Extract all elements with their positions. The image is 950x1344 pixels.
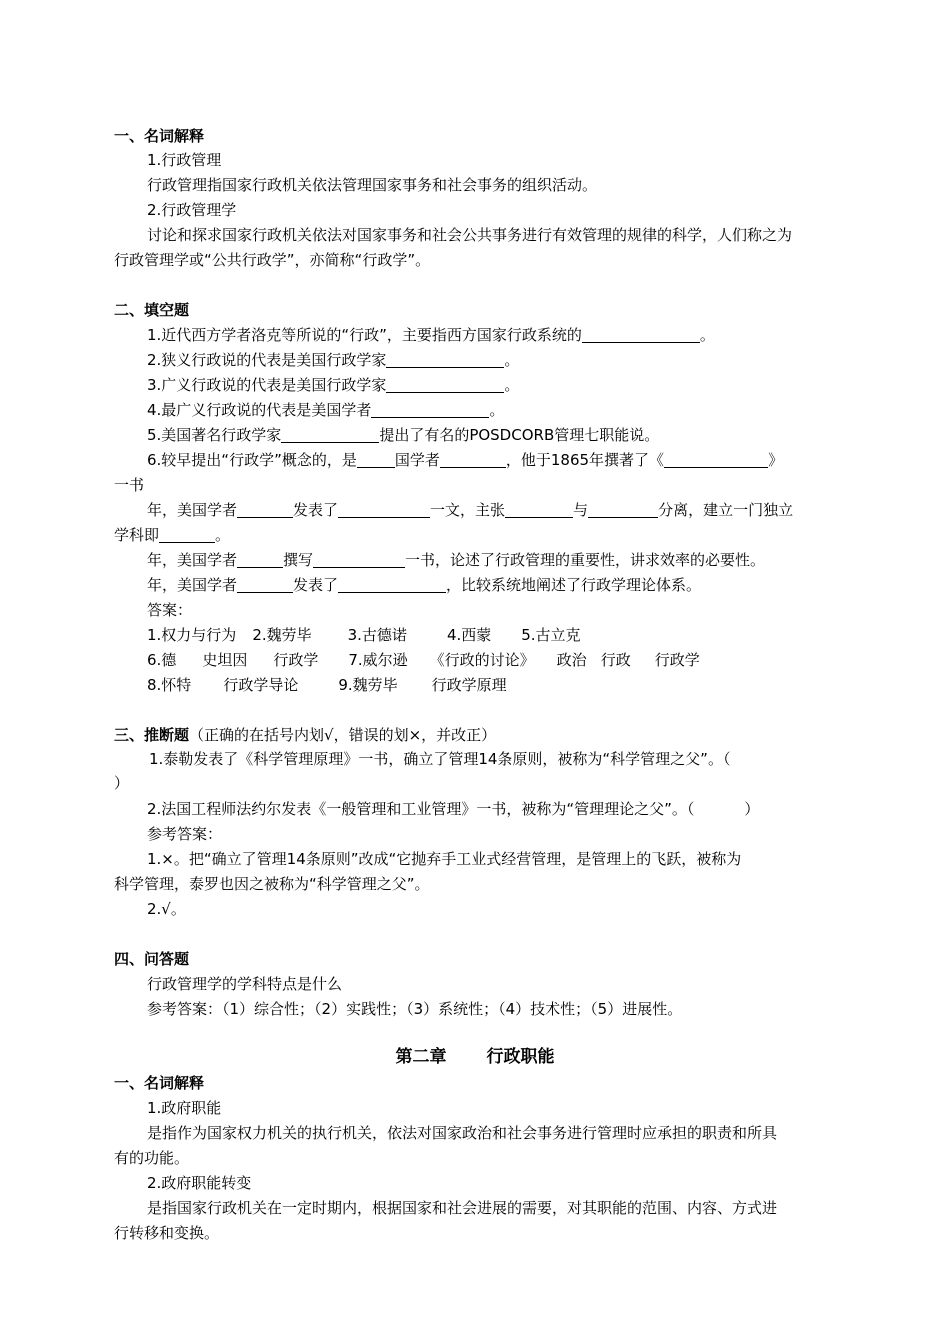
- term-definition-cont: 行政管理学或“公共行政学”，亦简称“行政学”。: [114, 251, 431, 269]
- term-item: 2.行政管理学: [147, 201, 237, 219]
- question-text: 2.狭义行政说的代表是美国行政学家: [147, 351, 387, 369]
- reference-answer-2: 2.√。: [147, 900, 186, 918]
- question-text: 。: [504, 351, 520, 369]
- question-text: 学科即: [114, 526, 160, 544]
- term-definition: 是指作为国家权力机关的执行机关，依法对国家政治和社会事务进行管理时应承担的职责和所具: [147, 1124, 778, 1142]
- blank-line: [440, 451, 506, 468]
- question-text: 。: [699, 326, 715, 344]
- blank-line: [664, 451, 768, 468]
- section-heading-note: （正确的在括号内划√，错误的划×，并改正）: [189, 726, 497, 744]
- reference-answer-1-cont: 科学管理，泰罗也因之被称为“科学管理之父”。: [114, 875, 430, 893]
- answer-item: 政治: [556, 651, 587, 669]
- judgement-question-1: 1.泰勒发表了《科学管理原理》一书，确立了管理14条原则，被称为“科学管理之父”。（: [149, 750, 731, 768]
- term-definition-cont: 行转移和变换。: [114, 1224, 220, 1242]
- answer-item: 8.怀特: [147, 676, 192, 694]
- question-text: 。: [215, 526, 231, 544]
- question-text: 6.较早提出“行政学”概念的，是: [147, 451, 357, 469]
- question-text: 与: [573, 501, 589, 519]
- qa-answer: 参考答案：（1）综合性；（2）实践性；（3）系统性；（4）技术性；（5）进展性。: [147, 1000, 683, 1018]
- term-item: 1.政府职能: [147, 1099, 222, 1117]
- answer-item: 1.权力与行为: [147, 626, 237, 644]
- answer-item: 3.古德诺: [347, 626, 407, 644]
- question-text: 国学者: [394, 451, 440, 469]
- blank-line: [338, 576, 446, 593]
- question-text: 2.法国工程师法约尔发表《一般管理和工业管理》一书，被称为“管理理论之父”。（: [147, 800, 695, 818]
- fill-question-7-cont: [114, 523, 858, 547]
- answer-item: 行政学: [273, 651, 319, 669]
- section-heading-text: 三、推断题: [114, 726, 190, 744]
- answer-line-2: [147, 648, 858, 672]
- blank-line: [338, 501, 430, 518]
- blank-line: [237, 501, 293, 518]
- answer-item: 5.古立克: [521, 626, 581, 644]
- answer-item: 4.西蒙: [446, 626, 492, 644]
- question-text: 分离，建立一门独立: [658, 501, 794, 519]
- answer-item: 史坦因: [202, 651, 248, 669]
- section-heading-terms: 一、名词解释: [114, 127, 205, 145]
- question-text: 1.近代西方学者洛克等所说的“行政”，主要指西方国家行政系统的: [147, 326, 582, 344]
- question-text: ，比较系统地阐述了行政学理论体系。: [446, 576, 702, 594]
- blank-line: [505, 501, 573, 518]
- blank-line: [371, 401, 489, 418]
- fill-question-5: [147, 423, 858, 447]
- answer-line-3: [147, 673, 858, 697]
- question-text: 发表了: [293, 501, 339, 519]
- chapter-title: [0, 1044, 950, 1070]
- answer-line-1: [147, 623, 858, 647]
- term-definition: 行政管理指国家行政机关依法管理国家事务和社会事务的组织活动。: [147, 176, 598, 194]
- question-text: ）: [744, 800, 760, 818]
- fill-question-6-cont: 一书: [114, 476, 145, 494]
- question-text: 4.最广义行政说的代表是美国学者: [147, 401, 372, 419]
- chapter-name: 行政职能: [486, 1047, 555, 1067]
- question-text: ，他于1865年撰著了《: [505, 451, 665, 469]
- section-heading-judgement: [114, 723, 858, 747]
- answer-item: 2.魏劳毕: [252, 626, 312, 644]
- fill-question-3: [147, 373, 858, 397]
- answer-item: 7.威尔逊: [348, 651, 408, 669]
- reference-answer-label: 参考答案：: [147, 825, 223, 843]
- question-text: 一书，论述了行政管理的重要性，讲求效率的必要性。: [405, 551, 766, 569]
- question-text: 撰写: [283, 551, 314, 569]
- section-heading-qa: 四、问答题: [114, 950, 190, 968]
- blank-line: [313, 551, 405, 568]
- question-text: 一文，主张: [430, 501, 506, 519]
- answer-item: 行政学: [654, 651, 700, 669]
- judgement-question-1-cont: ）: [114, 774, 130, 792]
- answer-item: 《行政的讨论》: [429, 651, 535, 669]
- question-text: 年，美国学者: [147, 551, 238, 569]
- term-definition: 是指国家行政机关在一定时期内，根据国家和社会进展的需要，对其职能的范围、内容、方式进: [147, 1199, 778, 1217]
- qa-question: 行政管理学的学科特点是什么: [147, 975, 343, 993]
- fill-question-2: [147, 348, 858, 372]
- blank-line: [588, 501, 658, 518]
- blank-line: [159, 526, 215, 543]
- term-definition-cont: 有的功能。: [114, 1149, 190, 1167]
- question-text: 5.美国著名行政学家: [147, 426, 282, 444]
- question-text: 年，美国学者: [147, 501, 238, 519]
- answer-item: 行政: [600, 651, 631, 669]
- blank-line: [582, 326, 700, 343]
- blank-line: [237, 551, 283, 568]
- blank-line: [237, 576, 293, 593]
- reference-answer-1: 1.×。把“确立了管理14条原则”改成“它抛弃手工业式经营管理，是管理上的飞跃，被称为: [147, 850, 742, 868]
- fill-question-4: [147, 398, 858, 422]
- question-text: 3.广义行政说的代表是美国行政学家: [147, 376, 387, 394]
- answer-label: 答案：: [147, 601, 193, 619]
- answer-item: 9.魏劳毕: [338, 676, 398, 694]
- term-item: 2.政府职能转变: [147, 1174, 252, 1192]
- blank-line: [386, 376, 504, 393]
- blank-line: [357, 451, 395, 468]
- blank-line: [386, 351, 504, 368]
- blank-line: [281, 426, 379, 443]
- fill-question-1: [147, 323, 858, 347]
- term-item: 1.行政管理: [147, 151, 222, 169]
- chapter-number: 第二章: [395, 1047, 447, 1067]
- question-text: 。: [504, 376, 520, 394]
- question-text: 发表了: [293, 576, 339, 594]
- question-text: 》: [768, 451, 784, 469]
- question-text: 提出了有名的POSDCORB管理七职能说。: [379, 426, 660, 444]
- answer-item: 行政学原理: [431, 676, 507, 694]
- section-heading-terms-2: 一、名词解释: [114, 1074, 205, 1092]
- question-text: 。: [489, 401, 505, 419]
- judgement-question-2: [147, 797, 858, 821]
- question-text: 年，美国学者: [147, 576, 238, 594]
- fill-question-8: [147, 548, 858, 572]
- fill-question-6: [147, 448, 858, 472]
- section-heading-fill-blank: 二、填空题: [114, 301, 190, 319]
- fill-question-7: [147, 498, 858, 522]
- answer-item: 行政学导论: [223, 676, 299, 694]
- answer-item: 6.德: [147, 651, 177, 669]
- fill-question-9: [147, 573, 858, 597]
- term-definition: 讨论和探求国家行政机关依法对国家事务和社会公共事务进行有效管理的规律的科学，人们称之为: [147, 226, 793, 244]
